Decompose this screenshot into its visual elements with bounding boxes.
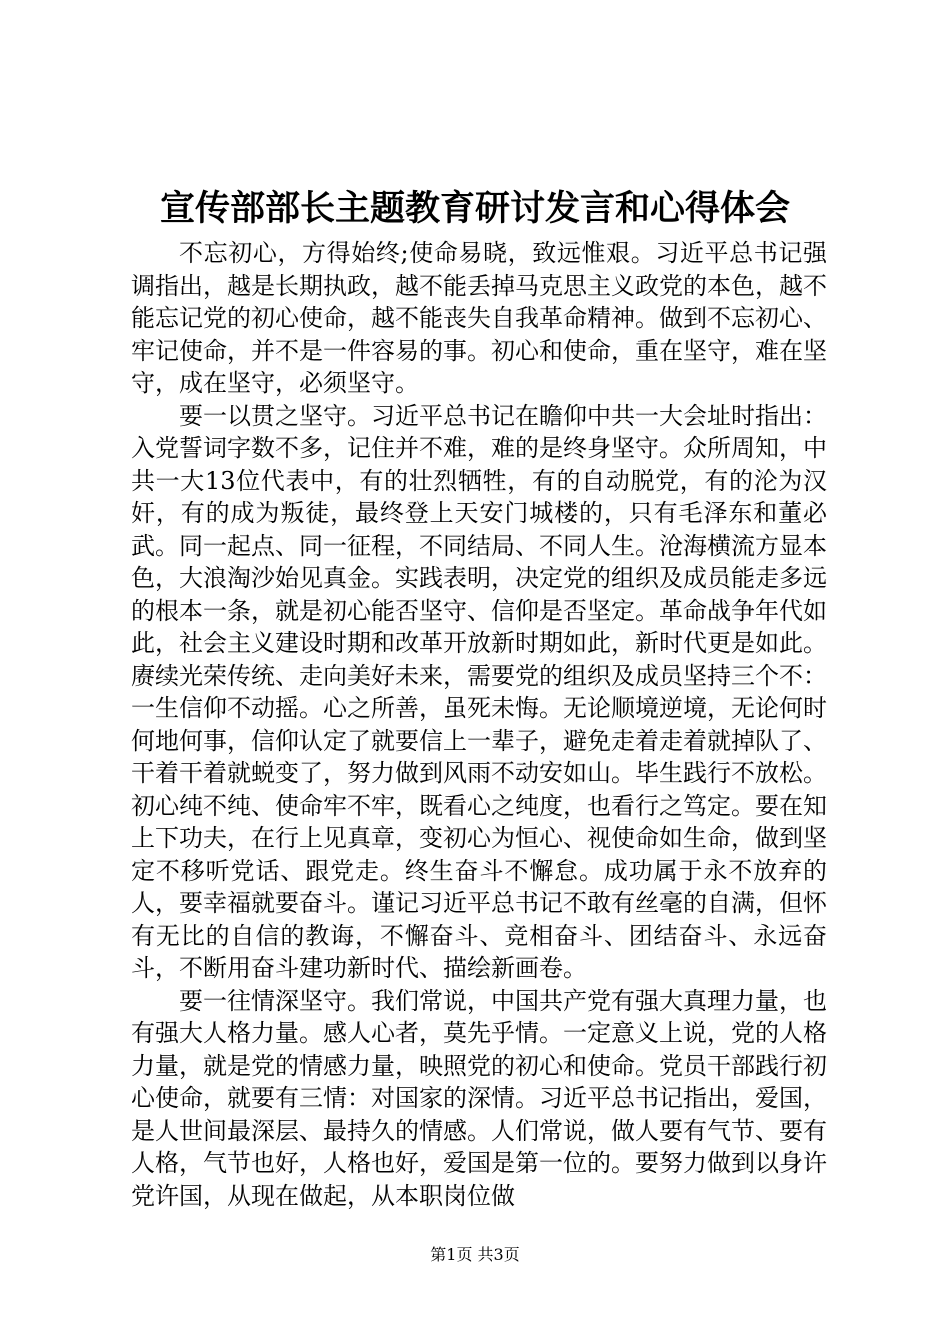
paragraph-3: 要一往情深坚守。我们常说，中国共产党有强大真理力量，也有强大人格力量。感人心者，莫先乎情。一定意义上说，党的人格力量，就是党的情感力量，映照党的初心和使命。党员干部践行初心使命，就要有三情：对国家的深情。习近平总书记指出，爱国，是人世间最深层、最持久的情感。人们常说，做人要有气节、要有人格，气节也好，人格也好，爱国是第一位的。要努力做到以身许党许国，从现在做起，从本职岗位做: [131, 986, 827, 1210]
paragraph-2: 要一以贯之坚守。习近平总书记在瞻仰中共一大会址时指出：入党誓词字数不多，记住并不难，难的是终身坚守。众所周知，中共一大13位代表中，有的壮烈牺牲，有的自动脱党，有的沦为汉奸，有的成为叛徒，最终登上天安门城楼的，只有毛泽东和董必武。同一起点、同一征程，不同结局、不同人生。沧海横流方显本色，大浪淘沙始见真金。实践表明，决定党的组织及成员能走多远的根本一条，就是初心能否坚守、信仰是否坚定。革命战争年代如此，社会主义建设时期和改革开放新时期如此，新时代更是如此。赓续光荣传统、走向美好未来，需要党的组织及成员坚持三个不：一生信仰不动摇。心之所善，虽死未悔。无论顺境逆境，无论何时何地何事，信仰认定了就要信上一辈子，避免走着走着就掉队了、干着干着就蜕变了，努力做到风雨不动安如山。毕生践行不放松。初心纯不纯、使命牢不牢，既看心之纯度，也看行之笃定。要在知上下功夫，在行上见真章，变初心为恒心、视使命如生命，做到坚定不移听党话、跟党走。终生奋斗不懈怠。成功属于永不放弃的人，要幸福就要奋斗。谨记习近平总书记不敢有丝毫的自满，但怀有无比的自信的教诲，不懈奋斗、竞相奋斗、团结奋斗、永远奋斗，不断用奋斗建功新时代、描绘新画卷。: [131, 401, 827, 982]
paragraph-1: 不忘初心，方得始终;使命易晓，致远惟艰。习近平总书记强调指出，越是长期执政，越不能丢掉马克思主义政党的本色，越不能忘记党的初心使命，越不能丧失自我革命精神。做到不忘初心、牢记使命，并不是一件容易的事。初心和使命，重在坚守，难在坚守，成在坚守，必须坚守。: [131, 239, 827, 397]
document-body: [131, 237, 827, 1212]
document-title: 宣传部部长主题教育研讨发言和心得体会: [159, 188, 790, 229]
page-footer: 第1页 共3页: [430, 1245, 520, 1264]
